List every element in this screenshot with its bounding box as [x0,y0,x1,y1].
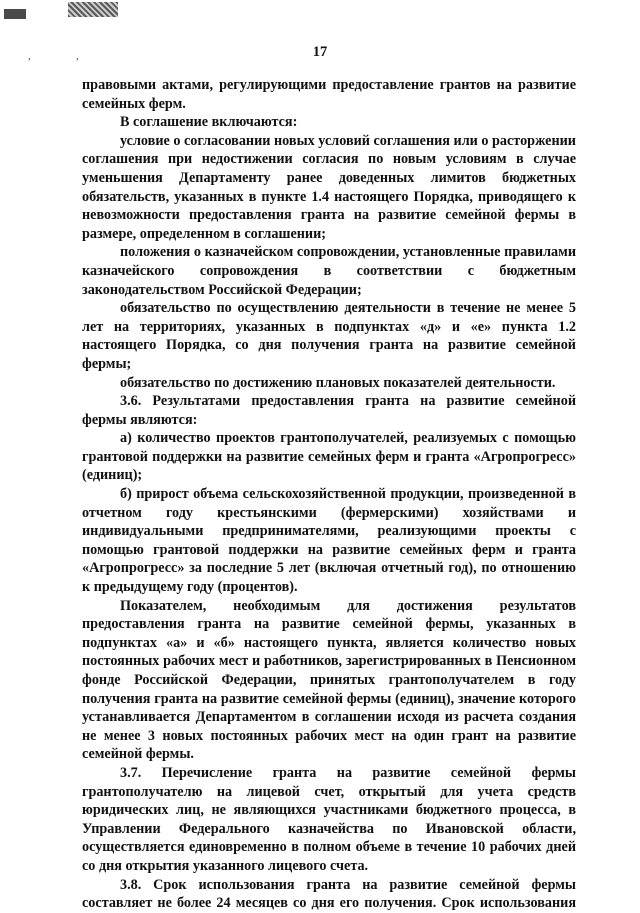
scan-artifact [4,9,26,19]
scan-mark: , [76,50,79,62]
paragraph: Показателем, необходимым для достижения результатов предоставления гранта на развитие семейной фермы, указанных в подпунктах «а» и «б» настоящего пункта, является количество новых постоянных рабочих мест и работников, зарегистрированных в Пенсионном фонде Российской Федерации, принятых грантополучателем в году получения гранта на развитие семейной фермы (единиц), значение которого устанавливается Департаментом в соглашении исходя из расчета создания не менее 3 новых постоянных рабочих мест на один грант на развитие семейной фермы. [82,597,576,763]
paragraph: б) прирост объема сельскохозяйственной продукции, произведенной в отчетном году крестьянскими (фермерскими) хозяйствами и индивидуальными предпринимателями, реализующими проекты с помощью грантовой поддержки на развитие семейных ферм и гранта «Агропрогресс» за последние 5 лет (включая отчетный год), по отношению к предыдущему году (процентов). [82,486,576,596]
scan-mark: , [28,50,31,62]
paragraph: 3.7. Перечисление гранта на развитие семейной фермы грантополучателю на лицевой счет, открытый для учета средств юридических лиц, не являющихся участниками бюджетного процесса, в Управлении Федерального казначейства по Ивановской области, осуществляется единовременно в полном объеме в течение 10 рабочих дней со дня открытия указанного лицевого счета. [82,764,576,874]
paragraph: правовыми актами, регулирующими предоставление грантов на развитие семейных ферм. [82,77,576,112]
paragraph: положения о казначейском сопровождении, установленные правилами казначейского сопровождения в соответствии с бюджетным законодательством Российской Федерации; [82,244,576,298]
paragraph: обязательство по осуществлению деятельности в течение не менее 5 лет на территориях, указанных в подпунктах «д» и «е» пункта 1.2 настоящего Порядка, со дня получения гранта на развитие семейной фермы; [82,300,576,372]
paragraph: обязательство по достижению плановых показателей деятельности. [120,374,556,391]
paragraph: 3.6. Результатами предоставления гранта на развитие семейной фермы являются: [82,393,576,428]
paragraph: а) количество проектов грантополучателей, реализуемых с помощью грантовой поддержки на развитие семейных ферм и гранта «Агропрогресс» (единиц); [82,430,576,484]
page-number: 17 [312,44,328,60]
paragraph: 3.8. Срок использования гранта на развитие семейной фермы составляет не более 24 месяцев со дня его получения. Срок использования [82,876,576,912]
document-body [82,76,576,913]
paragraph: В соглашение включаются: [120,114,298,131]
scan-artifact [68,2,118,17]
paragraph: условие о согласовании новых условий соглашения или о расторжении соглашения при недостижении согласия по новым условиям в случае уменьшения Департаменту ранее доведенных лимитов бюджетных обязательств, указанных в пункте 1.4 настоящего Порядка, приводящего к невозможности предоставления гранта на развитие семейной фермы в размере, определенном в соглашении; [82,132,576,242]
